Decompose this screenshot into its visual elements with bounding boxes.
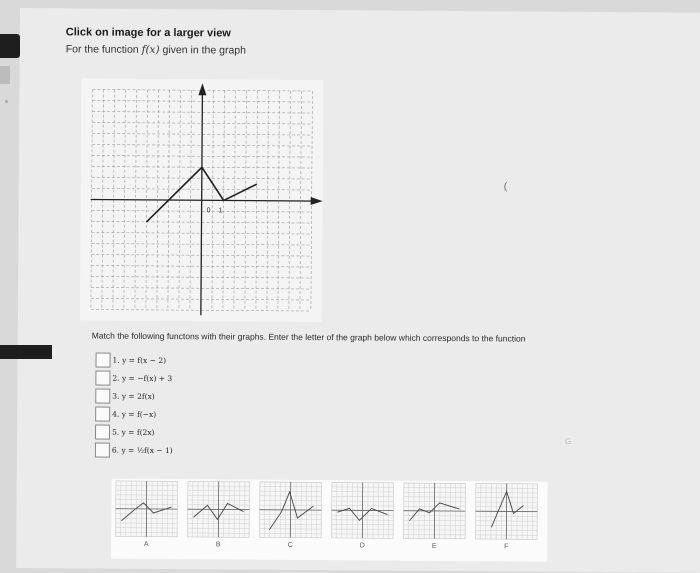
thumb-label-c: C (259, 542, 321, 549)
function-graph[interactable] (80, 78, 324, 322)
function-label-5: 5. y = f(2x) (112, 428, 155, 437)
thumb-label-a: A (115, 541, 177, 548)
graph-thumbnail-e[interactable] (403, 483, 465, 539)
origin-label: 0 (207, 207, 211, 214)
answer-row-1 (95, 353, 166, 368)
answer-input-4[interactable] (95, 407, 110, 422)
answer-row-4 (95, 407, 156, 422)
function-label-2: 2. y = −f(x) + 3 (112, 374, 172, 383)
subtitle-suffix: given in the graph (160, 44, 246, 57)
function-label-6: 6. y = ½f(x − 1) (112, 446, 173, 455)
sidebar-tab[interactable] (0, 66, 10, 84)
function-label-3: 3. y = 2f(x) (112, 392, 155, 401)
enlarge-link[interactable]: Click on image for a larger view (66, 26, 231, 39)
answer-graphs (111, 479, 548, 562)
function-label-4: 4. y = f(−x) (112, 410, 156, 419)
graph-thumbnail-b[interactable] (187, 481, 249, 537)
function-graph-svg (80, 78, 324, 322)
answer-input-5[interactable] (95, 425, 110, 440)
sidebar-marker (0, 345, 52, 359)
answer-input-3[interactable] (95, 389, 110, 404)
answer-row-6 (95, 443, 173, 459)
y-axis (201, 89, 203, 315)
graph-thumbnail-c[interactable] (259, 482, 321, 538)
answer-row-5 (95, 425, 155, 440)
answer-row-2 (95, 371, 172, 387)
thumb-label-f: F (475, 543, 537, 550)
sidebar-tab-active[interactable] (0, 34, 20, 58)
unit-label: 1 (219, 207, 223, 214)
graph-thumbnail-f[interactable] (475, 483, 537, 539)
answer-row-3 (95, 389, 155, 404)
function-label-1: 1. y = f(x − 2) (113, 356, 167, 365)
thumb-label-d: D (331, 542, 393, 549)
stray-mark: ( (504, 181, 507, 192)
graph-thumbnail-a[interactable] (115, 481, 177, 537)
question-subtitle (66, 43, 246, 56)
answer-input-6[interactable] (95, 443, 110, 458)
y-axis-arrow-icon (198, 83, 206, 95)
x-axis-arrow-icon (311, 197, 323, 205)
function-name: f(x) (142, 44, 160, 56)
thumb-label-b: B (187, 541, 249, 548)
sidebar-dot (5, 100, 8, 103)
graph-thumbnail-d[interactable] (331, 482, 393, 538)
thumb-label-e: E (403, 543, 465, 550)
subtitle-prefix: For the function (66, 43, 142, 56)
instructions: Match the following functons with their graphs. Enter the letter of the graph below which corresponds to the function (92, 331, 526, 344)
faint-mark: G (565, 437, 571, 446)
answer-input-2[interactable] (95, 371, 110, 386)
question-sheet (16, 8, 700, 573)
answer-input-1[interactable] (95, 353, 110, 368)
